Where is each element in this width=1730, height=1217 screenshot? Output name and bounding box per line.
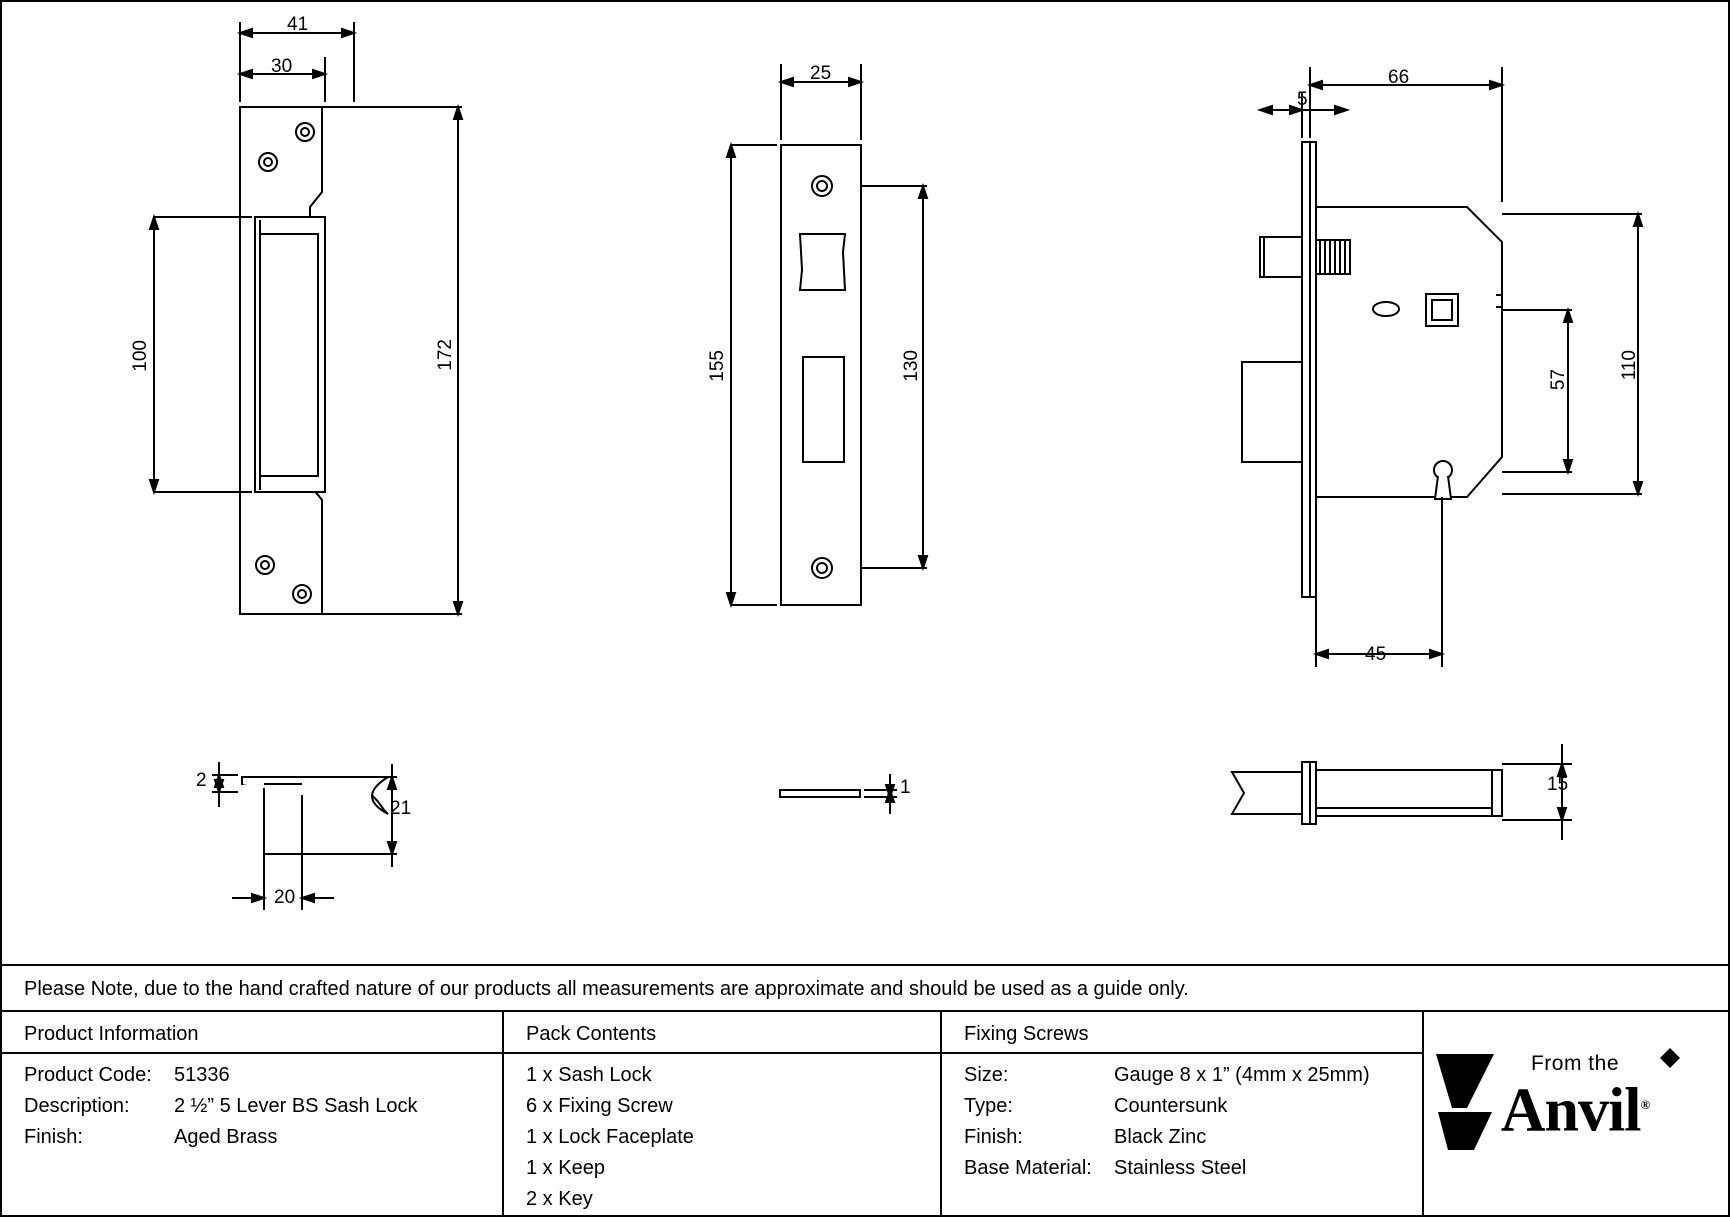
- screw-finish-key: Finish:: [964, 1126, 1023, 1148]
- dim-label-41: 41: [287, 14, 309, 35]
- list-item: 6 x Fixing Screw: [526, 1095, 673, 1117]
- screw-type-value: Countersunk: [1114, 1095, 1228, 1117]
- logo-line-from: From the: [1530, 1052, 1620, 1075]
- description-value: 2 ½” 5 Lever BS Sash Lock: [174, 1095, 418, 1117]
- description-key: Description:: [24, 1095, 130, 1117]
- dim-label-5: 5: [1297, 89, 1308, 110]
- registered-trademark-icon: ®: [1640, 1097, 1650, 1112]
- table-row: [24, 1095, 417, 1118]
- dim-label-21: 21: [390, 798, 412, 819]
- dim-label-110: 110: [1619, 350, 1640, 381]
- list-item: 1 x Sash Lock: [526, 1064, 652, 1086]
- list-item: 2 x Key: [526, 1188, 593, 1210]
- screw-type-key: Type:: [964, 1095, 1013, 1117]
- dim-label-172: 172: [435, 339, 456, 371]
- screw-base-material-key: Base Material:: [964, 1157, 1092, 1179]
- dim-label-30: 30: [271, 56, 293, 77]
- product-code-value: 51336: [174, 1064, 230, 1086]
- list-item: 1 x Keep: [526, 1157, 605, 1179]
- measurement-note-text: Please Note, due to the hand crafted nature of our products all measurements are approximate and should be used as a guide only.: [24, 978, 1189, 1000]
- table-row: [964, 1157, 1370, 1180]
- finish-value: Aged Brass: [174, 1126, 278, 1148]
- product-information-header: [2, 1012, 502, 1054]
- measurement-note: [2, 964, 1728, 1012]
- fixing-screws-header: [942, 1012, 1422, 1054]
- product-code-key: Product Code:: [24, 1064, 152, 1086]
- product-information-column: [2, 1012, 502, 1217]
- dim-label-20: 20: [274, 887, 296, 908]
- table-row: [964, 1095, 1370, 1118]
- logo-anvil-word: Anvil: [1500, 1076, 1641, 1145]
- dim-label-1: 1: [900, 777, 911, 798]
- dim-label-25: 25: [810, 63, 832, 84]
- fixing-screws-header-label: Fixing Screws: [964, 1023, 1089, 1045]
- dim-label-66: 66: [1388, 67, 1410, 88]
- finish-key: Finish:: [24, 1126, 83, 1148]
- screw-base-material-value: Stainless Steel: [1114, 1157, 1247, 1179]
- dim-label-57: 57: [1548, 369, 1569, 391]
- fixing-screws-rows: [964, 1064, 1370, 1188]
- dim-label-130: 130: [901, 350, 922, 382]
- dim-label-155: 155: [707, 350, 728, 382]
- dim-label-15: 15: [1547, 774, 1569, 795]
- anvil-mark-icon: [1422, 1012, 1728, 1217]
- pack-contents-column: [504, 1012, 940, 1217]
- dim-label-100: 100: [130, 340, 151, 372]
- product-information-rows: [24, 1064, 417, 1157]
- table-row: [24, 1064, 417, 1087]
- table-row: [24, 1126, 417, 1149]
- screw-finish-value: Black Zinc: [1114, 1126, 1207, 1148]
- table-row: [964, 1126, 1370, 1149]
- list-item: 1 x Lock Faceplate: [526, 1126, 694, 1148]
- fixing-screws-column: [942, 1012, 1422, 1217]
- dim-label-2: 2: [196, 770, 207, 791]
- product-information-header-label: Product Information: [24, 1023, 199, 1045]
- table-row: [964, 1064, 1370, 1087]
- pack-contents-header-label: Pack Contents: [526, 1023, 657, 1045]
- pack-contents-rows: [526, 1064, 694, 1217]
- pack-contents-header: [504, 1012, 940, 1054]
- screw-size-value: Gauge 8 x 1” (4mm x 25mm): [1114, 1064, 1370, 1086]
- dim-label-45: 45: [1365, 644, 1387, 665]
- brand-logo: [1422, 1012, 1728, 1217]
- drawings-svg: [2, 2, 1730, 962]
- screw-size-key: Size:: [964, 1064, 1009, 1086]
